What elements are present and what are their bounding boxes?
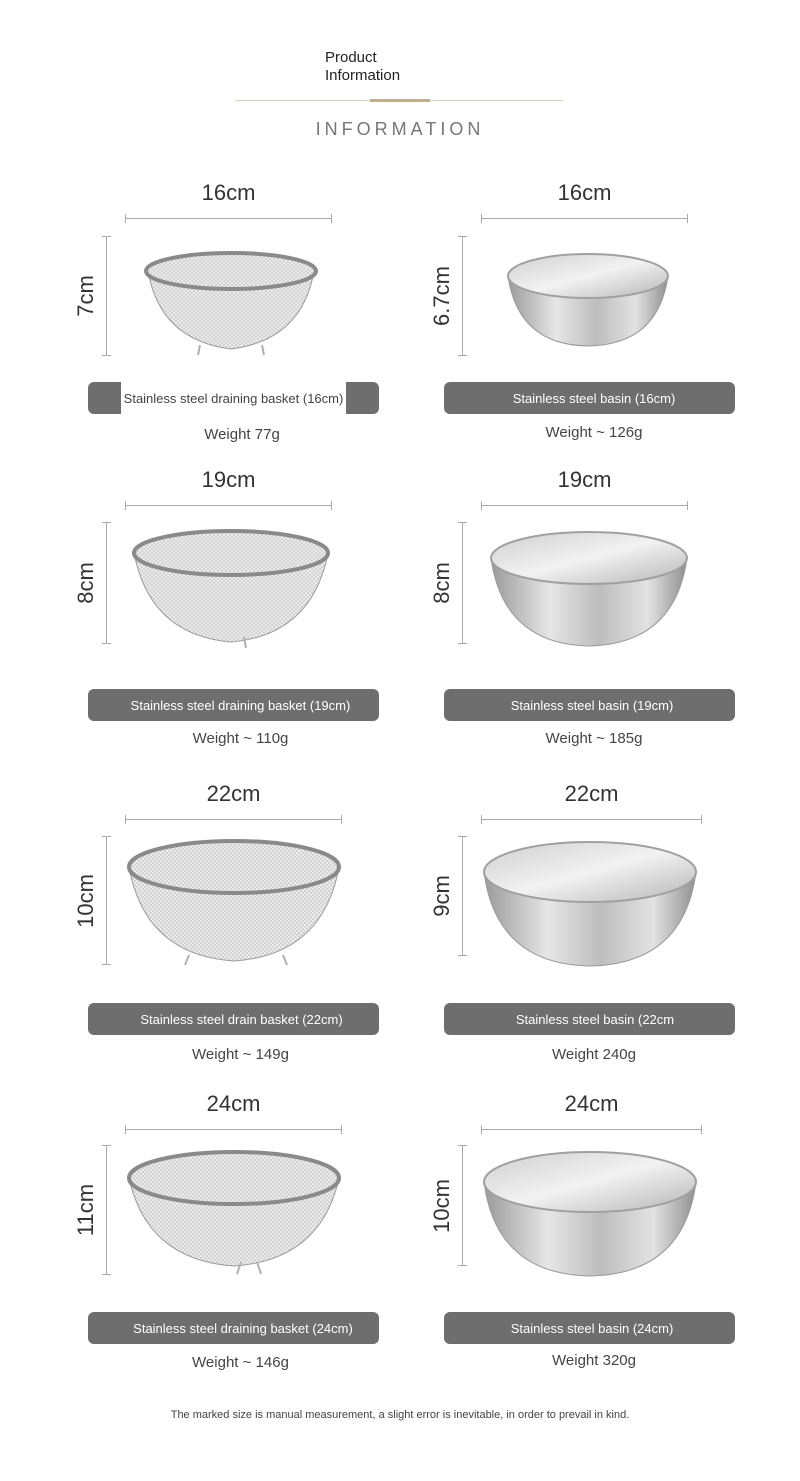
section-subtitle: INFORMATION: [315, 119, 485, 139]
height-label: 10cm: [73, 873, 98, 928]
basin-image: [487, 528, 691, 650]
height-label: 8cm: [429, 562, 454, 604]
height-label: 10cm: [429, 1178, 454, 1233]
height-dimension: [73, 836, 116, 965]
height-label: 9cm: [429, 875, 454, 917]
draining-basket-image: [140, 245, 322, 357]
page-title: [325, 49, 400, 85]
product-name: Stainless steel basin (24cm): [499, 1312, 685, 1344]
width-label: 22cm: [206, 781, 261, 806]
product-name: Stainless steel draining basket (16cm): [121, 382, 346, 414]
draining-basket-image: [123, 1148, 345, 1278]
product-label-bar: [88, 382, 379, 414]
footer-note: The marked size is manual measurement, a slight error is inevitable, in order to prevail in kind.: [170, 1409, 630, 1421]
height-label: 11cm: [73, 1183, 98, 1237]
product-weight: Weight ~ 146g: [192, 1354, 289, 1371]
product-weight: Weight ~ 110g: [192, 730, 289, 747]
width-dimension: [481, 781, 702, 829]
product-name: Stainless steel basin (16cm): [499, 382, 689, 414]
basin-image: [504, 250, 672, 350]
product-weight: Weight ~ 126g: [545, 424, 643, 441]
width-dimension: [481, 1091, 702, 1139]
basin-image: [480, 1148, 700, 1280]
width-dimension: [125, 467, 332, 515]
height-label: 6.7cm: [429, 266, 454, 326]
product-name: Stainless steel drain basket (22cm): [122, 1003, 361, 1035]
title-line-1: Product: [325, 49, 377, 66]
product-weight: Weight 240g: [552, 1046, 636, 1063]
width-dimension: [481, 467, 688, 515]
width-dimension: [125, 781, 342, 829]
product-name: Stainless steel draining basket (24cm): [121, 1312, 365, 1344]
title-line-2: Information: [325, 67, 401, 84]
width-label: 19cm: [557, 467, 612, 492]
product-weight: Weight 77g: [204, 426, 280, 443]
width-label: 19cm: [201, 467, 256, 492]
width-dimension: [125, 1091, 342, 1139]
height-dimension: [73, 236, 116, 356]
product-label-bar: [88, 689, 379, 721]
product-weight: Weight ~ 149g: [192, 1046, 289, 1063]
height-label: 7cm: [73, 275, 98, 317]
height-dimension: [429, 522, 472, 644]
draining-basket-image: [123, 837, 345, 969]
width-dimension: [125, 180, 332, 228]
product-weight: Weight ~ 185g: [545, 730, 643, 747]
height-label: 8cm: [73, 562, 98, 604]
height-dimension: [429, 1145, 472, 1266]
width-label: 16cm: [557, 180, 612, 205]
height-dimension: [429, 236, 472, 356]
draining-basket-image: [128, 525, 334, 651]
product-label-bar: [88, 1312, 379, 1344]
width-dimension: [481, 180, 688, 228]
width-label: 22cm: [564, 781, 619, 806]
product-label-bar: [444, 382, 735, 414]
width-label: 16cm: [201, 180, 256, 205]
product-label-bar: [88, 1003, 379, 1035]
product-label-bar: [444, 1312, 735, 1344]
product-name: Stainless steel draining basket (19cm): [121, 689, 360, 721]
product-name: Stainless steel basin (22cm: [500, 1003, 690, 1035]
product-weight: Weight 320g: [552, 1352, 636, 1369]
height-dimension: [73, 522, 116, 644]
product-name: Stainless steel basin (19cm): [499, 689, 685, 721]
product-label-bar: [444, 689, 735, 721]
width-label: 24cm: [206, 1091, 261, 1116]
header-accent-bar: [370, 99, 430, 102]
width-label: 24cm: [564, 1091, 619, 1116]
height-dimension: [429, 836, 472, 956]
height-dimension: [73, 1145, 116, 1275]
basin-image: [480, 838, 700, 970]
product-label-bar: [444, 1003, 735, 1035]
